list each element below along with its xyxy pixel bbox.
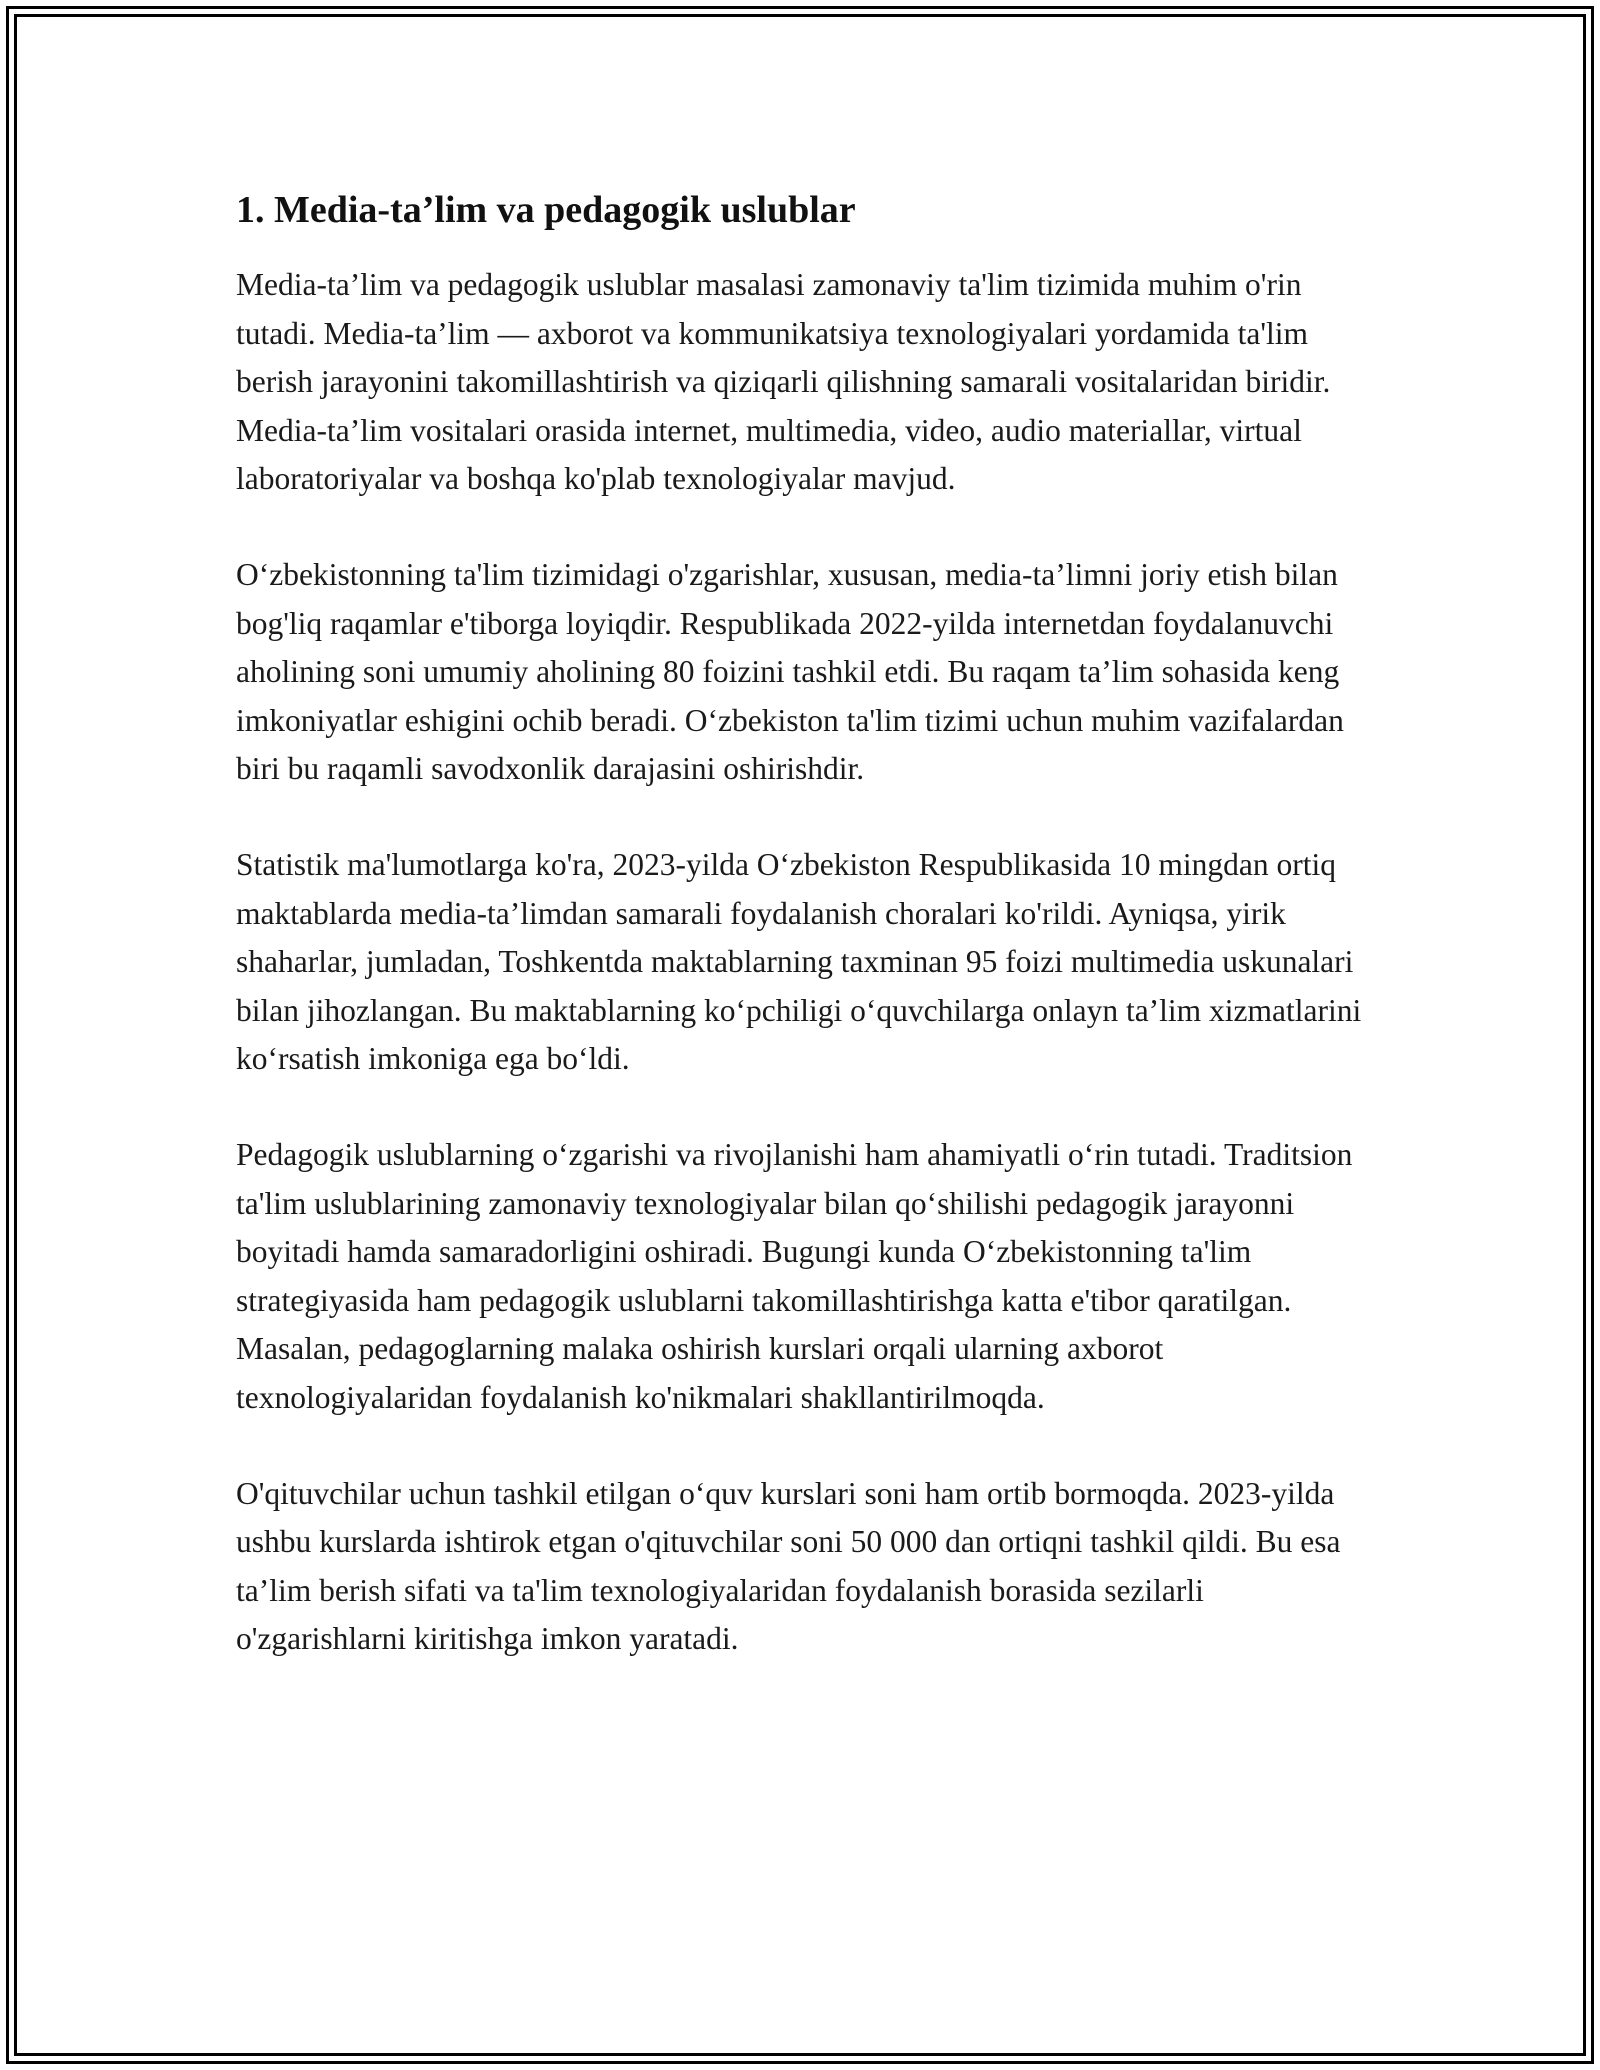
paragraph-2: O‘zbekistonning ta'lim tizimidagi o'zgarishlar, xususan, media-ta’limni joriy etish bilan bog'liq raqamlar e'tiborga loyiqdir. Respublikada 2022-yilda internetdan foydalanuvchi aholining soni umumiy aholining 80 foizini tashkil etdi. Bu raqam ta’lim sohasida keng imkoniyatlar eshigini ochib beradi. O‘zbekiston ta'lim tizimi uchun muhim vazifalardan biri bu raqamli savodxonlik darajasini oshirishdir. bbox=[236, 557, 1344, 787]
document-body bbox=[236, 186, 1366, 1712]
paragraph-5: O'qituvchilar uchun tashkil etilgan o‘quv kurslari soni ham ortib bormoqda. 2023-yilda ushbu kurslarda ishtirok etgan o'qituvchilar soni 50 000 dan ortiqni tashkil qildi. Bu esa ta’lim berish sifati va ta'lim texnologiyalaridan foydalanish borasida sezilarli o'zgarishlarni kiritishga imkon yaratadi. bbox=[236, 1475, 1341, 1657]
section-heading: 1. Media-ta’lim va pedagogik uslublar bbox=[236, 189, 856, 231]
paragraph-4: Pedagogik uslublarning o‘zgarishi va rivojlanishi ham ahamiyatli o‘rin tutadi. Traditsion ta'lim uslublarining zamonaviy texnologiyalar bilan qo‘shilishi pedagogik jarayonni boyitadi hamda samaradorligini oshiradi. Bugungi kunda O‘zbekistonning ta'lim strategiyasida ham pedagogik uslublarni takomillashtirishga katta e'tibor qaratilgan. Masalan, pedagoglarning malaka oshirish kurslari orqali ularning axborot texnologiyalaridan foydalanish ko'nikmalari shakllantirilmoqda. bbox=[236, 1137, 1353, 1415]
paragraph-1: Media-ta’lim va pedagogik uslublar masalasi zamonaviy ta'lim tizimida muhim o'rin tutadi. Media-ta’lim — axborot va kommunikatsiya texnologiyalari yordamida ta'lim berish jarayonini takomillashtirish va qiziqarli qilishning samarali vositalaridan biridir. Media-ta’lim vositalari orasida internet, multimedia, video, audio materiallar, virtual laboratoriyalar va boshqa ko'plab texnologiyalar mavjud. bbox=[236, 267, 1331, 497]
paragraph-3: Statistik ma'lumotlarga ko'ra, 2023-yilda O‘zbekiston Respublikasida 10 mingdan ortiq maktablarda media-ta’limdan samarali foydalanish choralari ko'rildi. Ayniqsa, yirik shaharlar, jumladan, Toshkentda maktablarning taxminan 95 foizi multimedia uskunalari bilan jihozlangan. Bu maktablarning ko‘pchiligi o‘quvchilarga onlayn ta’lim xizmatlarini ko‘rsatish imkoniga ega bo‘ldi. bbox=[236, 847, 1362, 1077]
